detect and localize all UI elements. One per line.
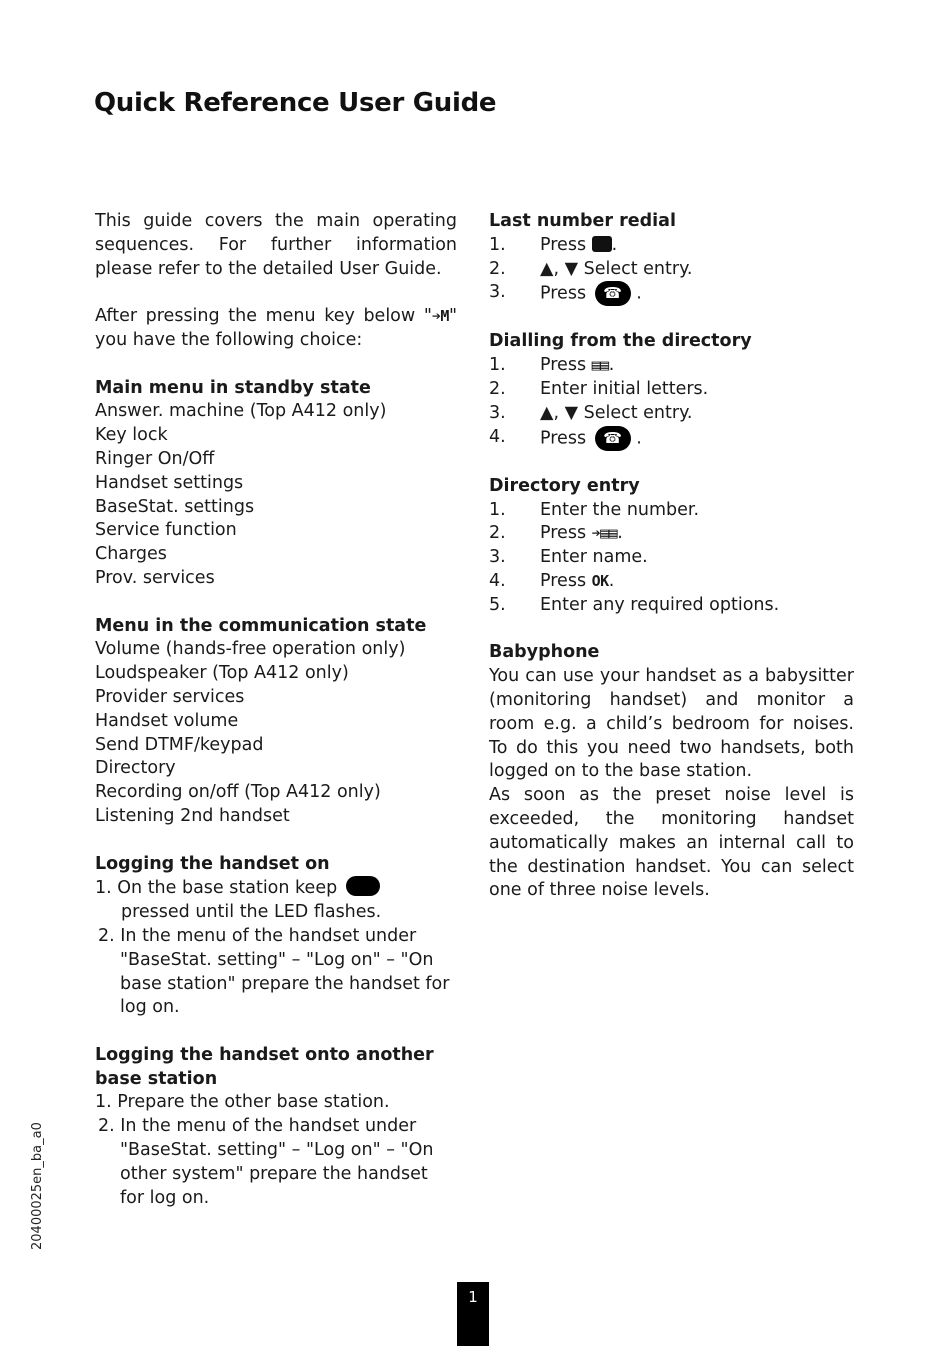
- main-menu-item: Answer. machine (Top A412 only): [95, 401, 387, 422]
- comm-menu-item: Directory: [95, 758, 176, 779]
- directory-entry-heading: Directory entry: [489, 475, 640, 496]
- step-number: 3.: [489, 547, 506, 568]
- call-key-icon: ☎: [595, 281, 631, 306]
- step-text-end: .: [611, 234, 618, 255]
- logon-heading: Logging the handset on: [95, 853, 330, 874]
- comm-menu-heading: Menu in the communication state: [95, 615, 427, 636]
- step-text-end: .: [630, 283, 642, 304]
- menu-key-paragraph: [95, 305, 457, 353]
- call-key-icon: ☎: [595, 426, 631, 451]
- step-number: 2.: [489, 379, 506, 400]
- comm-menu-item: Listening 2nd handset: [95, 805, 290, 826]
- main-menu-heading: Main menu in standby state: [95, 377, 371, 398]
- directory-entry-step: [489, 499, 854, 523]
- menu-key-text-after: " you have the following choice:: [95, 306, 457, 350]
- comm-menu-item: Send DTMF/keypad: [95, 734, 264, 755]
- step-text-end: .: [608, 570, 615, 591]
- directory-dial-step: [489, 402, 854, 426]
- step-number: 1.: [489, 234, 506, 255]
- step-text: Enter name.: [540, 547, 648, 568]
- main-menu-item: Service function: [95, 520, 237, 541]
- logon-other-heading: [95, 1044, 457, 1092]
- comm-menu-item: Recording on/off (Top A412 only): [95, 782, 381, 803]
- step-text: Press: [540, 570, 592, 591]
- step-text-end: .: [630, 428, 642, 449]
- main-menu-item: BaseStat. settings: [95, 496, 255, 517]
- main-menu-item: Ringer On/Off: [95, 448, 215, 469]
- redial-step: [489, 258, 854, 282]
- intro-paragraph: This guide covers the main operating sequences. For further information please refer to the detailed User Guide.: [95, 211, 457, 279]
- step-text-end: .: [617, 523, 623, 544]
- directory-entry-step: [489, 546, 854, 570]
- directory-entry-step: [489, 594, 854, 618]
- comm-menu-item: Provider services: [95, 686, 245, 707]
- main-menu-item: Charges: [95, 544, 167, 565]
- step-number: 5.: [489, 594, 506, 615]
- redial-key-icon: [592, 236, 612, 252]
- step-text: ▲, ▼ Select entry.: [540, 402, 693, 423]
- logon-step-1: [95, 876, 457, 925]
- right-column: [489, 210, 854, 903]
- step-text-end: .: [608, 355, 615, 376]
- directory-key-icon: ▤▤: [591, 356, 609, 375]
- step-number: 2.: [489, 258, 506, 279]
- step-text: Press: [540, 355, 592, 376]
- menu-key-text-before: After pressing the menu key below ": [95, 306, 432, 327]
- main-menu-item: Handset settings: [95, 472, 244, 493]
- step-text: Press: [540, 234, 592, 255]
- comm-menu-item: Volume (hands-free operation only): [95, 639, 406, 660]
- directory-dial-step: [489, 378, 854, 402]
- step-text: Enter any required options.: [540, 594, 780, 615]
- page-title: Quick Reference User Guide: [94, 88, 497, 118]
- main-menu-item: Prov. services: [95, 567, 215, 588]
- directory-entry-step: [489, 570, 854, 594]
- logon-other-step-2: 2. In the menu of the handset under "BaseStat. setting" – "Log on" – "On other system" prepare the handset for log on.: [98, 1116, 434, 1208]
- logon-other-heading-line-2: base station: [95, 1068, 218, 1089]
- logon-step-1-text-b: pressed until the LED flashes.: [121, 902, 382, 923]
- logon-step-1-text-a: 1. On the base station keep: [95, 878, 343, 899]
- step-text: ▲, ▼ Select entry.: [540, 258, 693, 279]
- redial-step: [489, 281, 854, 306]
- step-text: Press: [540, 523, 592, 544]
- page-number: 1: [457, 1282, 489, 1346]
- step-number: 3.: [489, 402, 506, 423]
- babyphone-paragraph-1: You can use your handset as a babysitter (monitoring handset) and monitor a room e.g. a child’s bedroom for noises. To do this you need two handsets, both logged on to the base station.: [489, 666, 854, 782]
- redial-heading: Last number redial: [489, 211, 676, 231]
- comm-menu-item: Handset volume: [95, 710, 239, 731]
- step-number: 3.: [489, 282, 506, 303]
- logon-other-step-1: 1. Prepare the other base station.: [95, 1092, 390, 1113]
- step-text: Enter initial letters.: [540, 379, 709, 400]
- comm-menu-item: Loudspeaker (Top A412 only): [95, 663, 349, 684]
- step-number: 2.: [489, 523, 506, 544]
- redial-step: [489, 234, 854, 258]
- ok-key-icon: OK: [591, 571, 609, 590]
- babyphone-paragraph-2: As soon as the preset noise level is exceeded, the monitoring handset automatically makes an internal call to the destination handset. You can select one of three noise levels.: [489, 785, 854, 901]
- logon-other-heading-line-1: Logging the handset onto another: [95, 1044, 434, 1065]
- step-text: Press: [540, 283, 592, 304]
- directory-dial-heading: Dialling from the directory: [489, 331, 752, 352]
- left-column: [95, 210, 457, 1210]
- document-code: 20400025en_ba_a0: [30, 1122, 45, 1250]
- step-number: 4.: [489, 426, 506, 447]
- directory-dial-step: [489, 354, 854, 378]
- menu-key-icon: ➔M: [431, 307, 449, 326]
- step-text: Press: [540, 428, 592, 449]
- directory-entry-step: [489, 522, 854, 546]
- base-station-button-icon: [346, 876, 380, 896]
- step-text: Enter the number.: [540, 499, 700, 520]
- main-menu-item: Key lock: [95, 425, 168, 446]
- step-number: 1.: [489, 355, 506, 376]
- new-entry-key-icon: ➔▤▤: [591, 524, 618, 543]
- babyphone-heading: Babyphone: [489, 642, 600, 663]
- step-number: 1.: [489, 499, 506, 520]
- step-number: 4.: [489, 570, 506, 591]
- logon-step-2: 2. In the menu of the handset under "BaseStat. setting" – "Log on" – "On base station" prepare the handset for log on.: [98, 925, 450, 1018]
- directory-dial-step: [489, 426, 854, 451]
